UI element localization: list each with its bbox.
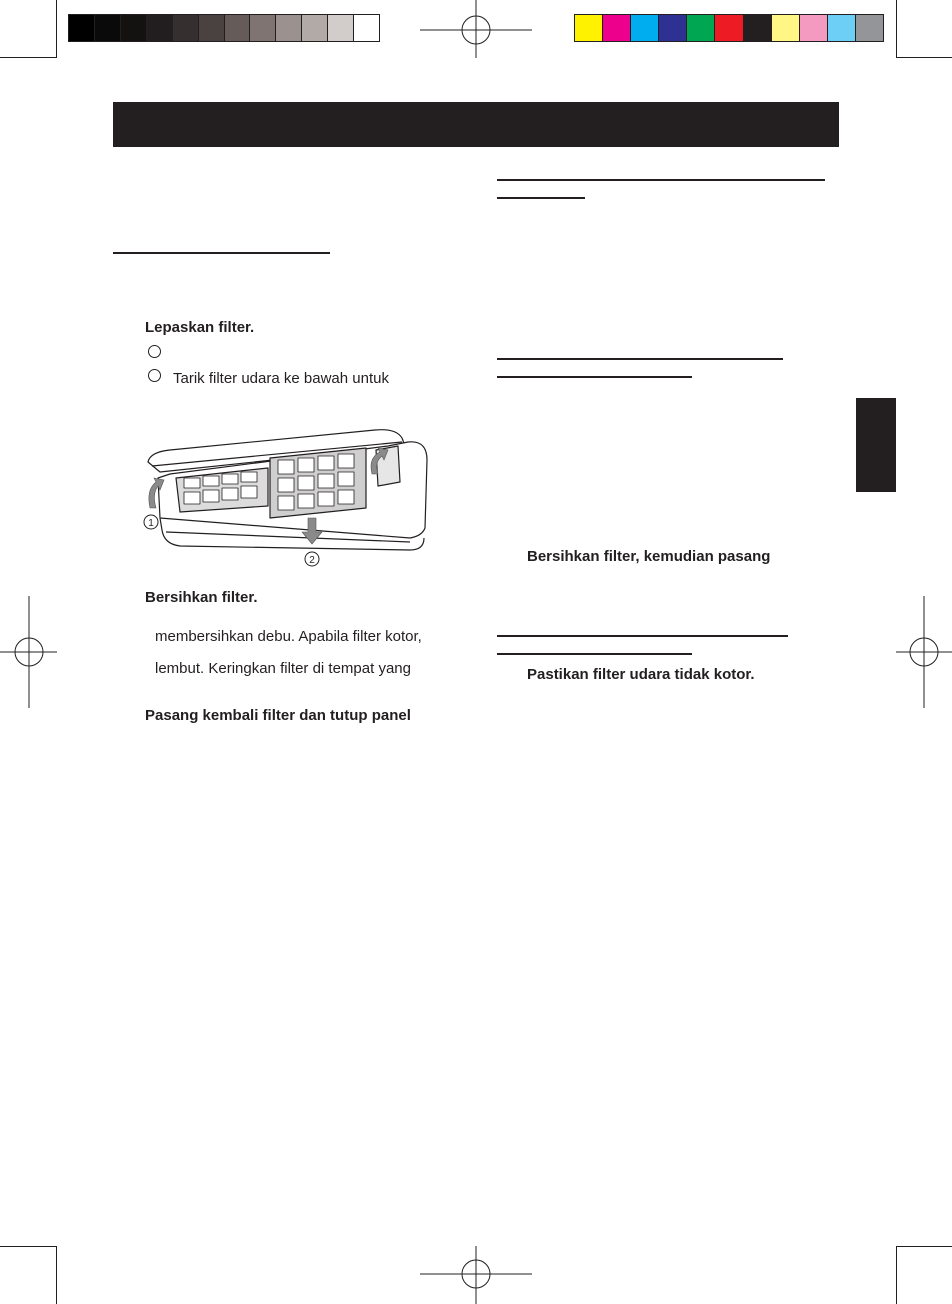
step-number-circle: [148, 369, 161, 382]
step-number-circle: [148, 345, 161, 358]
step-check-filter-title: Pastikan filter udara tidak kotor.: [527, 666, 755, 683]
step-clean-filter-title: Bersihkan filter.: [145, 589, 258, 606]
air-filter-removal-illustration: [140, 420, 440, 570]
heading-rule: [497, 197, 585, 199]
heading-rule: [497, 358, 783, 360]
step-remove-filter-title: Lepaskan filter.: [145, 319, 255, 336]
clean-filter-text-line: lembut. Keringkan filter di tempat yang: [155, 660, 411, 677]
section-header-band: [113, 102, 839, 147]
heading-rule: [497, 635, 788, 637]
callout-1: 1: [148, 518, 154, 529]
clean-filter-text-line: membersihkan debu. Apabila filter kotor,: [155, 628, 422, 645]
language-side-tab: [856, 398, 896, 492]
heading-rule: [497, 376, 692, 378]
heading-rule: [113, 252, 330, 254]
step-reinstall-filter-title: Pasang kembali filter dan tutup panel: [145, 707, 411, 724]
heading-rule: [497, 653, 692, 655]
heading-rule: [497, 179, 825, 181]
callout-2: 2: [309, 555, 315, 566]
substep-pull-filter-text: Tarik filter udara ke bawah untuk: [173, 370, 389, 387]
step-clean-and-install-title: Bersihkan filter, kemudian pasang: [527, 548, 771, 565]
